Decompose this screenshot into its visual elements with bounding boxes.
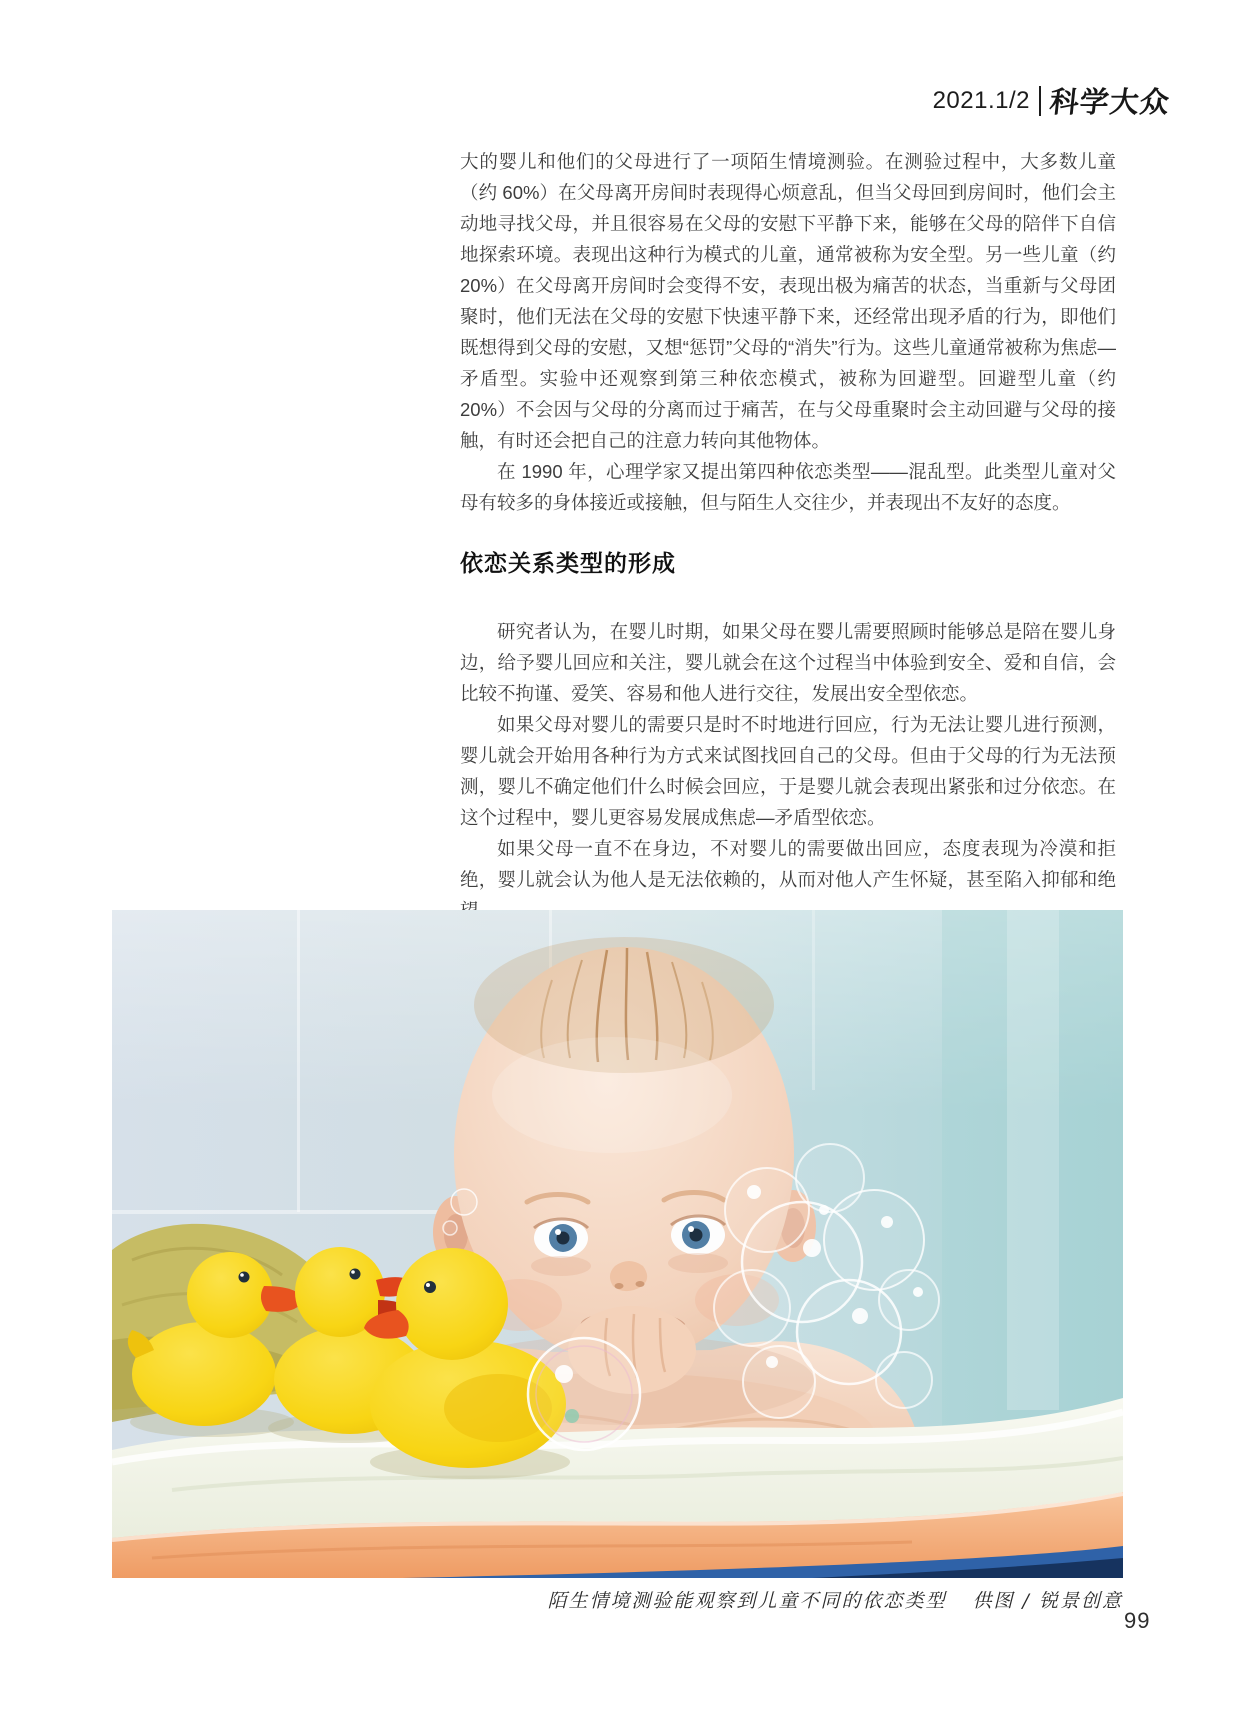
header-divider (1039, 86, 1041, 116)
journal-logo: 科学大众 (1048, 85, 1172, 119)
issue-date: 2021.1/2 (932, 86, 1030, 114)
section-heading: 依恋关系类型的形成 (460, 550, 676, 576)
caption-credit: 供图 / 锐景创意 (972, 1590, 1123, 1612)
paragraph: 在 1990 年，心理学家又提出第四种依恋类型——混乱型。此类型儿童对父母有较多的身体接近或接触，但与陌生人交往少，并表现出不友好的态度。 (460, 461, 1116, 513)
photo-illustration (112, 910, 1123, 1578)
front-bubble (528, 1338, 640, 1450)
photo-caption (112, 1586, 1123, 1613)
paragraph: 研究者认为，在婴儿时期，如果父母在婴儿需要照顾时能够总是陪在婴儿身边，给予婴儿回应和关注，婴儿就会在这个过程当中体验到安全、爱和自信，会比较不拘谨、爱笑、容易和他人进行交往，发展出安全型依恋。 (460, 621, 1116, 704)
page-number: 99 (1124, 1608, 1151, 1633)
paragraph: 如果父母一直不在身边，不对婴儿的需要做出回应，态度表现为冷漠和拒绝，婴儿就会认为他人是无法依赖的，从而对他人产生怀疑，甚至陷入抑郁和绝 (460, 838, 1116, 890)
article-body (460, 146, 1116, 926)
article-photo (112, 910, 1123, 1578)
paragraph: 大的婴儿和他们的父母进行了一项陌生情境测验。在测验过程中，大多数儿童（约 60%）在父母离开房间时表现得心烦意乱，但当父母回到房间时，他们会主动地寻找父母，并且很容易在父母的安慰下平静下来，能够在父母的陪伴下自信地探索环境。表现出这种行为模式的儿童，通常被称为安全型。另一些儿童（约 20%）在父母离开房间时会变得不安，表现出极为痛苦的状态，当重新与父母团聚时，他们无法在父母的安慰下快速平静下来，还经常出现矛盾的行为，即他们既想得到父母的安慰，又想“惩罚”父母的“消失”行为。这些儿童通常被称为焦虑—矛盾型。实验中还观察到第三种依恋模式，被称为回避型。回避型儿童（约 20%）不会因与父母的分离而过于痛苦，在与父母重聚时会主动回避与父母的接触，有时还会把自己的注意力转向其他物体。 (460, 151, 1116, 451)
journal-header (933, 80, 1170, 121)
paragraph: 如果父母对婴儿的需要只是时不时地进行回应，行为无法让婴儿进行预测，婴儿就会开始用各种行为方式来试图找回自己的父母。但由于父母的行为无法预测，婴儿不确定他们什么时候会回应，于是婴儿就会表现出紧张和过分依恋。在这个过程中，婴儿更容易发展成焦虑—矛盾型依恋。 (460, 714, 1116, 828)
caption-text: 陌生情境测验能观察到儿童不同的依恋类型 (547, 1590, 947, 1612)
